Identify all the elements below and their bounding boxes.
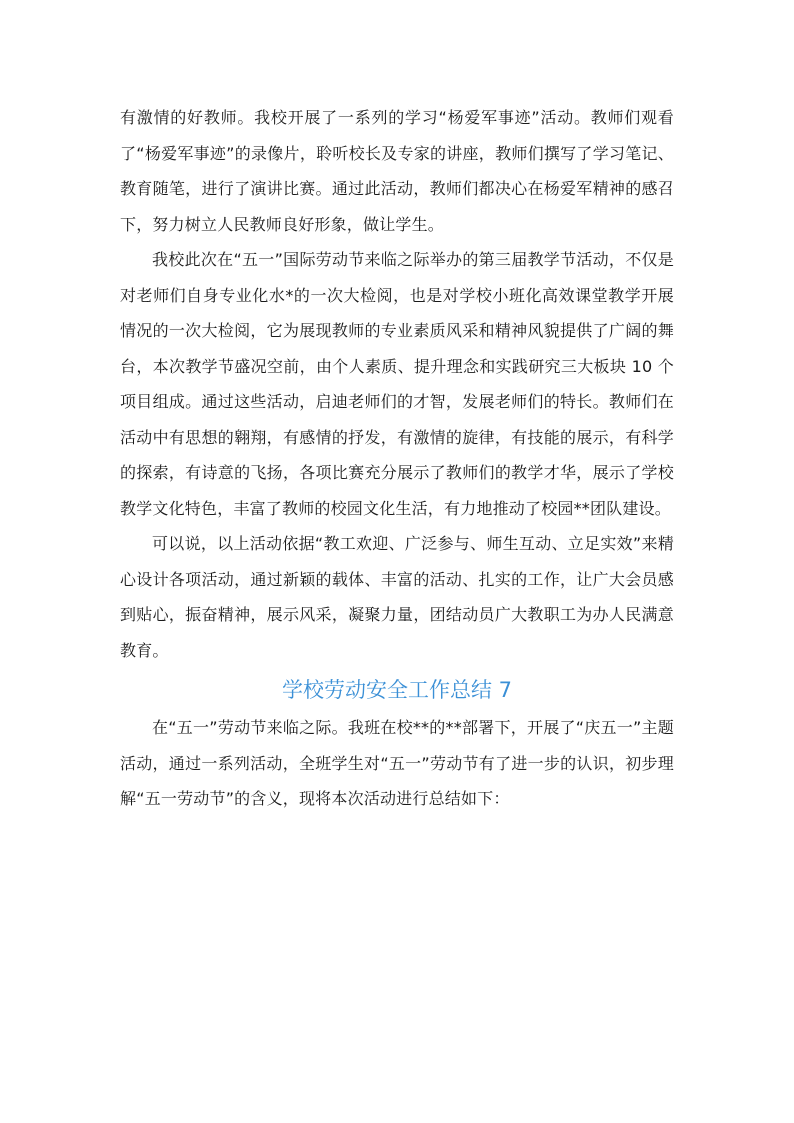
body-paragraph-2: 我校此次在“五一”国际劳动节来临之际举办的第三届教学节活动，不仅是对老师们自身专业化水*的一次大检阅，也是对学校小班化高效课堂教学开展情况的一次大检阅，它为展现教师的专业素质风采和精神风貌提供了广阔的舞台，本次教学节盛况空前，由个人素质、提升理念和实践研究三大板块 10 个项目组成。通过这些活动，启迪老师们的才智，发展老师们的特长。教师们在活动中有思想的翱翔，有感情的抒发，有激情的旋律，有技能的展示，有科学的探索，有诗意的飞扬，各项比赛充分展示了教师们的教学才华，展示了学校教学文化特色，丰富了教师的校园文化生活，有力地推动了校园**团队建设。	[120, 250, 674, 518]
section-heading: 学校劳动安全工作总结 7	[281, 678, 513, 702]
section-paragraph-1: 在“五一”劳动节来临之际。我班在校**的**部署下，开展了“庆五一”主题活动，通过一系列活动，全班学生对“五一”劳动节有了进一步的认识，初步理解“五一劳动节”的含义，现将本次活动进行总结如下：	[120, 718, 674, 808]
body-paragraph-3: 可以说，以上活动依据“教工欢迎、广泛参与、师生互动、立足实效”来精心设计各项活动，通过新颖的载体、丰富的活动、扎实的工作，让广大会员感到贴心，振奋精神，展示风采，凝聚力量，团结动员广大教职工为办人民满意教育。	[120, 534, 674, 660]
body-paragraph-1: 有激情的好教师。我校开展了一系列的学习“杨爱军事迹”活动。教师们观看了“杨爱军事迹”的录像片，聆听校长及专家的讲座，教师们撰写了学习笔记、教育随笔，进行了演讲比赛。通过此活动，教师们都决心在杨爱军精神的感召下，努力树立人民教师良好形象，做让学生。	[120, 108, 674, 234]
